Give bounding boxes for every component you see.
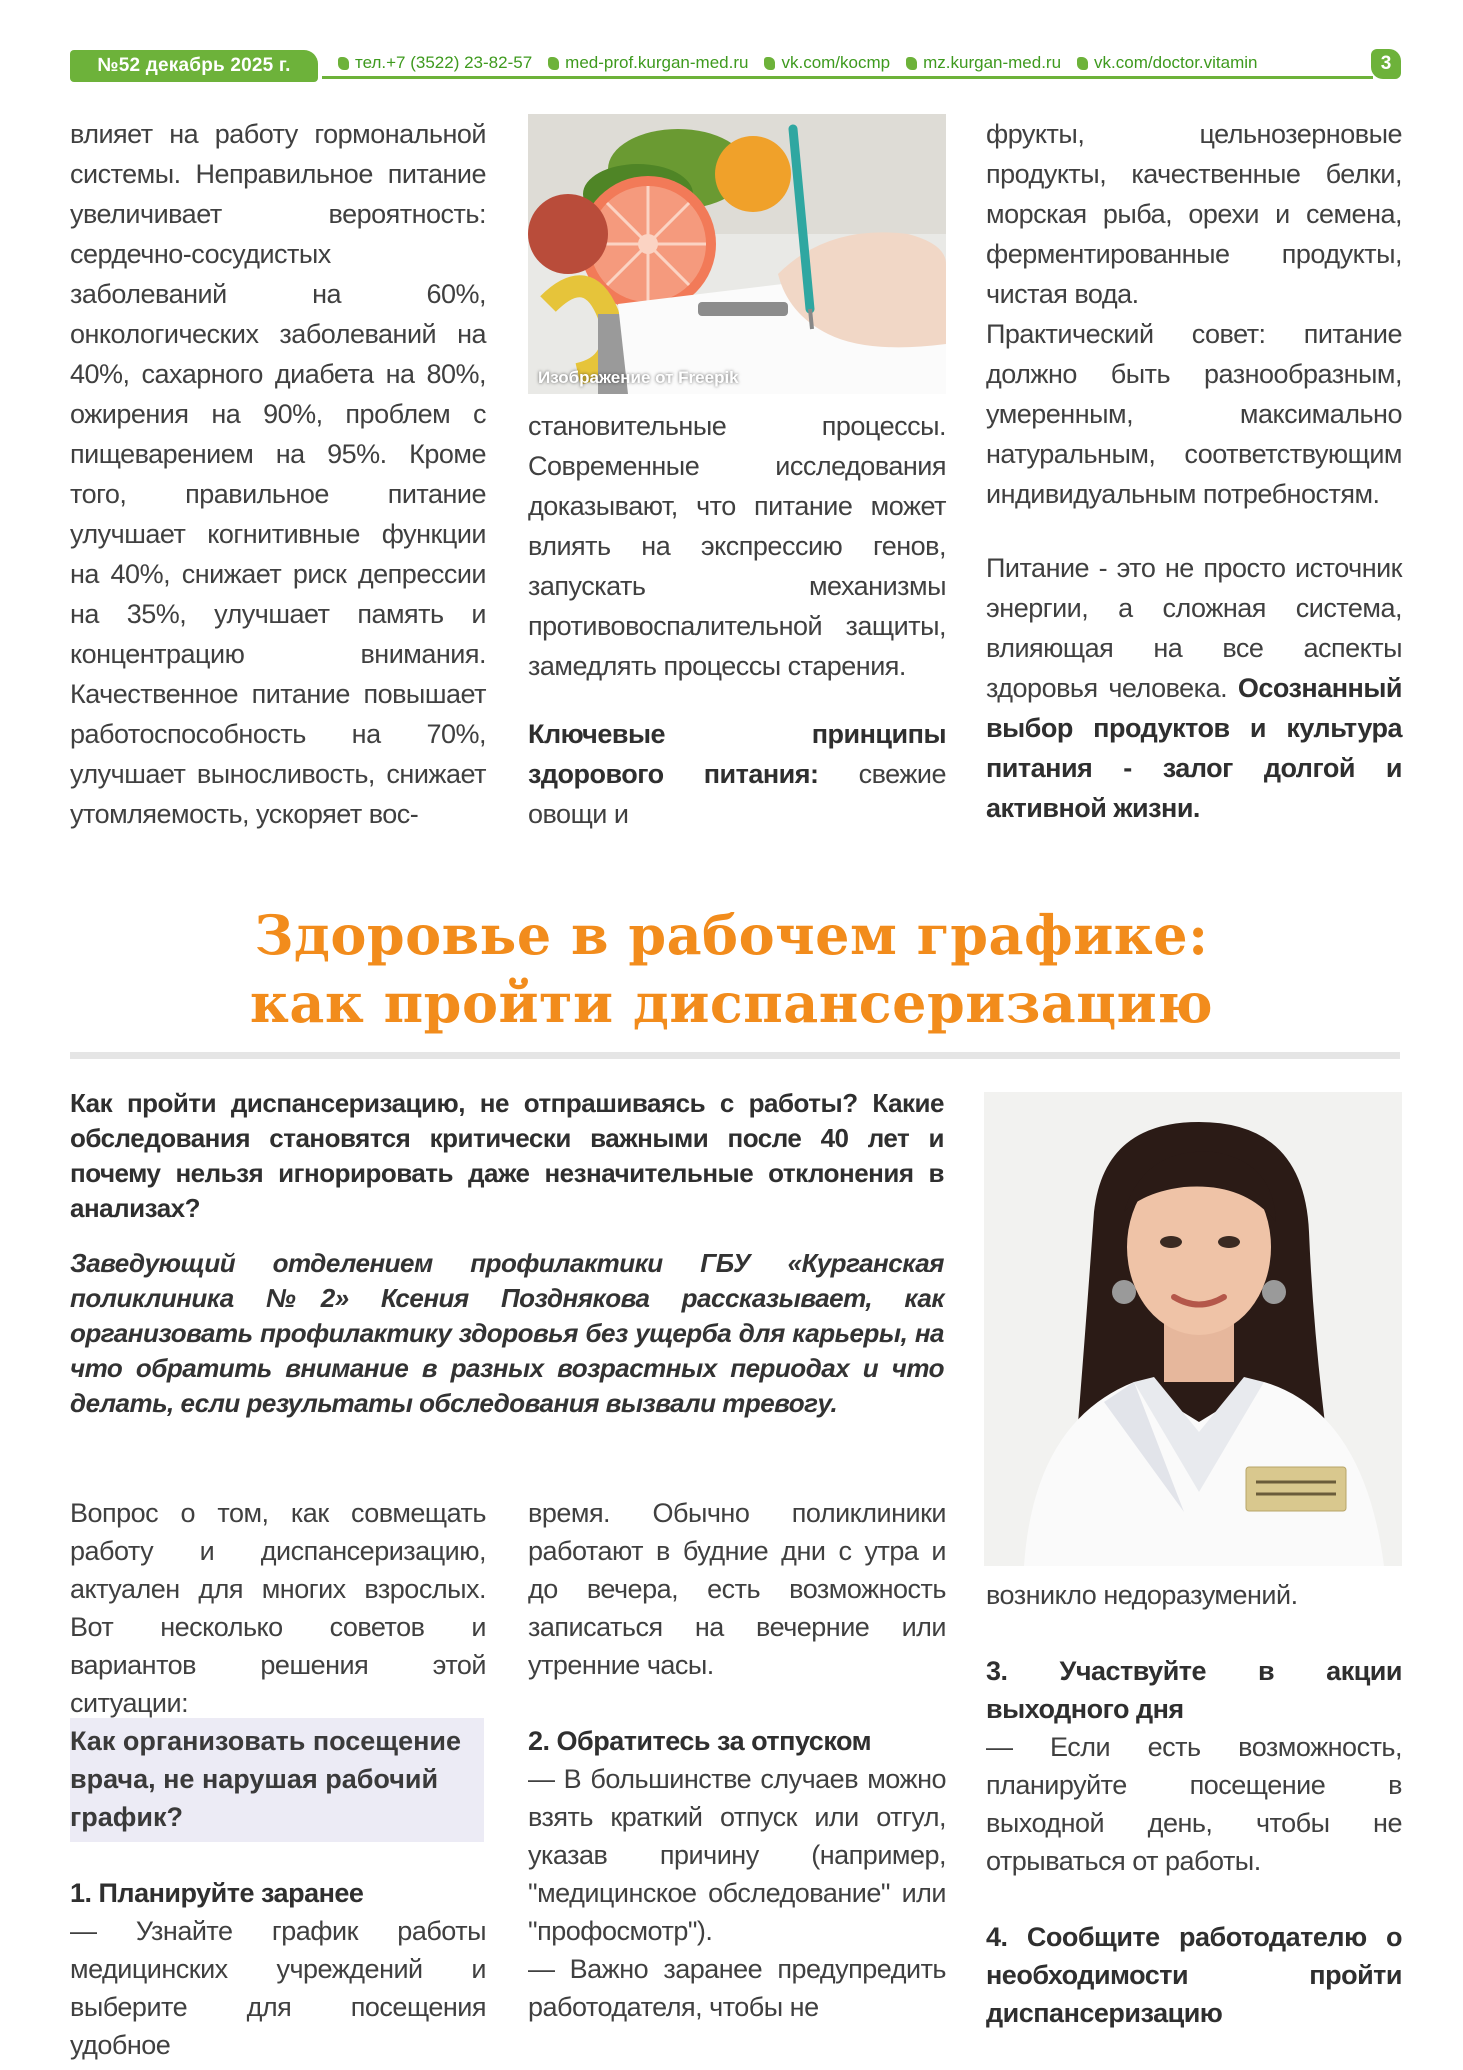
contact-vk[interactable] [764, 53, 890, 73]
top-col3-p3 [986, 548, 1402, 828]
nutrition-illustration [528, 114, 946, 394]
doctor-portrait-illustration [984, 1092, 1402, 1566]
conclusion-text: Питание - это не просто источник энергии, а сложная система, влияющая на все аспекты здоровья человека. [986, 553, 1402, 703]
page-number: 3 [1371, 49, 1401, 79]
healthy-principles [528, 714, 946, 834]
principles-heading: Ключевые принципы здорового питания: [528, 719, 946, 789]
leaf-bullet-icon [338, 57, 349, 70]
title-divider [70, 1052, 1400, 1059]
leaf-bullet-icon [1077, 57, 1088, 70]
top-column-1 [70, 114, 486, 834]
leaf-bullet-icon [548, 57, 559, 70]
step-4-heading: 4. Сообщите работодателю о необходимости пройти диспансеризацию [986, 1922, 1402, 2028]
leaf-bullet-icon [906, 57, 917, 70]
step-3-text: — Если есть возможность, планируйте посещение в выходной день, чтобы не отрываться от работы. [986, 1732, 1402, 1876]
step-1-heading: 1. Планируйте заранее [70, 1878, 364, 1908]
article-col2-p1: время. Обычно поликлиники работают в будние дни с утра и до вечера, есть возможность записаться на вечерние или утренние часы. [528, 1498, 946, 1680]
article-lead: Как пройти диспансеризацию, не отпрашиваясь с работы? Какие обследования становятся критически важными после 40 лет и почему нельзя игнорировать даже незначительные отклонения в анализах? [70, 1088, 944, 1223]
step-2-text-2: — Важно заранее предупредить работодателя, чтобы не [528, 1954, 946, 2022]
step-2-text-1: — В большинстве случаев можно взять краткий отпуск или отгул, указав причину (например, "медицинское обследование" или "профосмотр"). [528, 1764, 946, 1946]
step-1-text: — Узнайте график работы медицинских учреждений и выберите для посещения удобное [70, 1916, 486, 2060]
issue-badge: №52 декабрь 2025 г. [70, 50, 318, 82]
contact-vk-vitamin[interactable] [1077, 53, 1257, 73]
article-intro: Заведующий отделением профилактики ГБУ «Курганская поликлиника №2» Ксения Позднякова рассказывает, как организовать профилактику здоровья без ущерба для карьеры, на что обратить внимание в разных возрастных периодах и что делать, если результаты обследования вызвали тревогу. [70, 1248, 944, 1418]
nutrition-photo [528, 114, 946, 394]
contact-site-text[interactable]: med-prof.kurgan-med.ru [565, 53, 749, 72]
top-col2-text: становительные процессы. Современные исследования доказывают, что питание может влиять на экспрессию генов, запускать механизмы противовоспалительной защиты, замедлять процессы старения. [528, 411, 946, 681]
header-contacts [338, 50, 1258, 76]
contact-mz[interactable] [906, 53, 1061, 73]
article-col3-p1: возникло недоразумений. [986, 1580, 1298, 1610]
top-col1-text: влияет на работу гормональной системы. Неправильное питание увеличивает вероятность: сердечно-сосудистых заболеваний на 60%, онкологических заболеваний на 40%, сахарного диабета на 80%, ожирения на 90%, проблем с пищеварением на 95%. Кроме того, правильное питание улучшает когнитивные функции на 40%, снижает риск депрессии на 35%, улучшает память и концентрацию внимания. Качественное питание повышает работоспособность на 70%, улучшает выносливость, снижает утомляемость, ускоряет вос- [70, 119, 486, 829]
contact-mz-text[interactable]: mz.kurgan-med.ru [923, 53, 1062, 72]
contact-phone [338, 53, 532, 73]
top-column-2 [528, 406, 946, 834]
contact-vk-text[interactable]: vk.com/kocmp [781, 53, 891, 72]
contact-vk-vitamin-text[interactable]: vk.com/doctor.vitamin [1094, 53, 1258, 72]
question-heading: Как организовать посещение врача, не нарушая рабочий график? [70, 1726, 462, 1832]
article-column-1 [70, 1494, 486, 1722]
article-title-line-2: как пройти диспансеризацию [249, 971, 1214, 1035]
doctor-portrait [984, 1092, 1402, 1566]
article-title-line-1: Здоровье в рабочем графике: [254, 903, 1209, 967]
leaf-bullet-icon [764, 57, 775, 70]
step-2-heading: 2. Обратитесь за отпуском [528, 1726, 872, 1756]
top-col3-p2: Практический совет: питание должно быть разнообразным, умеренным, максимально натуральным, соответствующим индивидуальным потребностям. [986, 319, 1402, 509]
conclusion-bold: Осознанный выбор продуктов и культура питания - залог долгой и активной жизни. [986, 673, 1402, 823]
header-rule [322, 76, 1373, 79]
image-credit: Изображение от Freepik [538, 368, 739, 387]
principles-text: свежие овощи и [528, 759, 946, 829]
contact-site[interactable] [548, 53, 748, 73]
top-column-3 [986, 114, 1402, 828]
article-column-3 [986, 1576, 1402, 2032]
contact-phone-text: тел.+7 (3522) 23-82-57 [355, 53, 533, 72]
top-col3-p1: фрукты, цельнозерновые продукты, качественные белки, морская рыба, орехи и семена, ферментированные продукты, чистая вода. [986, 119, 1402, 309]
article-col1-p1: Вопрос о том, как совмещать работу и диспансеризацию, актуален для многих взрослых. Вот несколько советов и вариантов решения этой ситуации: [70, 1498, 486, 1718]
step-3-heading: 3. Участвуйте в акции выходного дня [986, 1656, 1402, 1724]
article-column-2 [528, 1494, 946, 2026]
step-1 [70, 1874, 486, 2064]
